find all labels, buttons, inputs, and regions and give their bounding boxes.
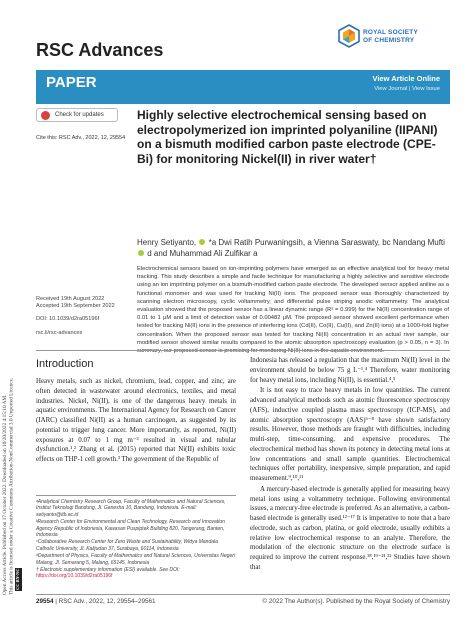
citation-line: Cite this: RSC Adv., 2022, 12, 29554 [36, 135, 126, 141]
view-article-online-link[interactable]: View Article Online [372, 74, 440, 83]
affiliation-footnotes [36, 495, 236, 581]
footnote: ᵇResearch Center for Environmental and Clean Technology, Research and Innovation Agency Republic of Indonesia, Kawasan Puspiptek Building 820, Tangerang, Banten, Indonesia [36, 519, 225, 539]
rsc-logo[interactable] [338, 24, 448, 50]
author-text: d and Muhammad Ali Zulfikar [147, 249, 251, 258]
author-text: bc Nandang Mufti [382, 238, 445, 247]
footer-citation: | RSC Adv., 2022, 12, 29554–29561 [55, 598, 156, 605]
page-footer [36, 598, 450, 605]
esi-doi-link[interactable]: https://doi.org/10.1039/d2ra05196f [36, 573, 113, 580]
cc-licence-badge[interactable]: CC BY-NC [15, 568, 21, 590]
author-text: *a Dwi Ratih Purwaningsih, [208, 238, 306, 247]
page-number: 29554 [36, 598, 54, 605]
check-updates-icon [41, 111, 50, 120]
esi-footnote [36, 567, 236, 580]
footnote: ᵈDepartment of Physics, Faculty of Mathematics and Natural Sciences, Universitas Negeri Malang, Jl. Semarang 5, Malang, 65145, Indonesia [36, 553, 236, 566]
check-updates-label: Check for updates [55, 112, 104, 118]
article-title: Highly selective electrochemical sensing based on electropolymerized ion imprinted polyaniline (IIPANI) on a bismuth modified carbon paste electrode (CPE-Bi) for monitoring Nickel(II) in river water† [137, 108, 438, 166]
open-access-line: Open Access Article. Published on 17 October 2022. Downloaded on 10/20/2022 4:15:10 AM. [2, 394, 8, 595]
view-journal-issue-links[interactable]: View Journal | View Issue [374, 86, 440, 92]
footnote: ᵃAnalytical Chemistry Research Group, Faculty of Mathematics and Natural Sciences, Institut Teknologi Bandung, Jl. Ganesha 10, Bandung, Indonesia. E-mail: setiyanto@itb.ac.id [36, 499, 226, 518]
doi[interactable]: DOI: 10.1039/d2ra05196f [36, 316, 100, 323]
article-type: PAPER [46, 74, 97, 91]
footnote: ᶜCollaborative Research Center for Zero Waste and Sustainability, Widya Mandala Catholic University, Jl. Kalijudan 37, Surabaya, 60114, Indonesia [36, 539, 218, 552]
copyright: © 2022 The Author(s). Published by the Royal Society of Chemistry [262, 598, 450, 605]
intro-column-right [250, 356, 450, 574]
article-history [36, 296, 128, 337]
journal-site-link[interactable]: rsc.li/rsc-advances [36, 329, 83, 336]
footer-divider [36, 594, 450, 595]
author-text: Henry Setiyanto, [137, 238, 197, 247]
body-paragraph: Indonesia has released a regulation that the maximum Ni(II) level in the environment should be below 75 g L⁻¹.⁴ Therefore, water monitoring for heavy metal ions, including Ni(II), is essential.⁴,⁵ [250, 357, 450, 384]
journal-title: RSC Advances [36, 40, 164, 60]
section-divider [36, 350, 450, 351]
open-access-notice [2, 80, 24, 595]
licence-line: This article is licensed under a Creative Commons Attribution-NonCommercial 3.0 Unported Licence. [8, 377, 15, 595]
article-type-banner [36, 70, 450, 104]
author-text: a Vienna Saraswaty, [307, 238, 380, 247]
rsc-logo-line2: OF CHEMISTRY [363, 37, 415, 44]
intro-column-left [36, 377, 236, 466]
accepted-date: Accepted 19th September 2022 [36, 303, 115, 310]
orcid-icon[interactable] [138, 250, 144, 256]
rsc-logo-line1: ROYAL SOCIETY [363, 29, 418, 36]
section-heading: Introduction [36, 358, 94, 370]
check-for-updates-button[interactable] [36, 108, 118, 122]
body-paragraph: It is not easy to trace heavy metals in low quantities. The current advanced analytical methods such as atomic fluorescence spectroscopy (AFS), inductive coupled plasma mass spectroscopy (ICP-MS), and atomic absorption spectroscopy (AAS)⁶⁻⁸ have shown satisfactory results. However, those methods are fraught with difficulties, including multi-step, time-consuming, and expensive procedures. The electrochemical method has shown its potency in detecting metal ions at low concentrations and small sample quantities. Electrochemical techniques offer portability, inexpensive, simple preparation, and rapid measurement.⁹,¹⁰,¹¹ [250, 387, 450, 482]
body-paragraph: A mercury-based electrode is generally applied for measuring heavy metal ions using a voltammetry technique. Following environmental issues, a mercury-free electrode is preferred. As an alternative, a carbon-based electrode is generally used.¹²⁻¹⁷ It is imperative to note that a bare electrode, such as carbon, platina, or gold electrode, usually exhibits a relative low electrochemical response to an analyte. Therefore, the modulation of the electronic structure on the electrode surface is required to improve the current response.¹⁸,¹⁹⁻²¹,²² Studies have shown that [250, 485, 450, 571]
abstract: Electrochemical sensors based on ion-imprinting polymers have emerged as an effective analytical tool for heavy metal tracking. This study describes a simple and facile technique for manufacturing a highly selective and sensitive electrode using an ion imprinting polymer on a bismuth-modified carbon paste electrode. The developed sensor applied aniline as a functional monomer and was used for tracking Ni(II) ions. The proposed sensor was thoroughly characterized by scanning electron microscopy, cyclic voltammetry, and differential pulse striping anodic voltammetry. The analytical evaluation showed that the proposed sensor has a linear dynamic range (R² = 0.999) for the Ni(II) concentration range of 0.01 to 1 μM and a limit of detection value of 0.00482 μM. The proposed sensor showed excellent performance when tested for tracking Ni(II) ions in the presence of interfering ions (Cd(II), Co(II), Cu(II), and Zn(II) ions) at a 1000-fold higher concentration. When the proposed sensor was tested for tracking Ni(II) concentration in an actual river sample, our modified sensor showed similar results compared to the atomic absorption spectroscopy evaluation (p > 0.05, n = 3). In summary, our proposed sensor is promising for monitoring Ni(II) ions in the aquatic environment. [137, 266, 449, 355]
author-text: a [253, 249, 258, 258]
rsc-hexagon-icon [338, 24, 360, 48]
author-list [137, 237, 449, 259]
orcid-icon[interactable] [199, 239, 205, 245]
body-paragraph: Heavy metals, such as nickel, chromium, lead, copper, and zinc, are often detected in wastewater around electronics, textiles, and metal industries. Nickel, Ni(II), is one of the dangerous heavy metals in aquatic environments. The International Agency for Research on Cancer (IARC) classified Ni(II) as a human carcinogen, as suggested by its potential to trigger lung cancer. More importantly, as reported, Ni(II) exposures at 0.07 to 1 mg m⁻³ resulted in visual and tubular dysfunction.¹,² Zhang et al. (2015) reported that Ni(II) exhibits toxic effects on THP-1 cell growth.³ The government of the Republic of [36, 378, 236, 463]
esi-note: † Electronic supplementary information (ESI) available. See DOI: [36, 567, 180, 574]
received-date: Received 19th August 2022 [36, 296, 105, 302]
